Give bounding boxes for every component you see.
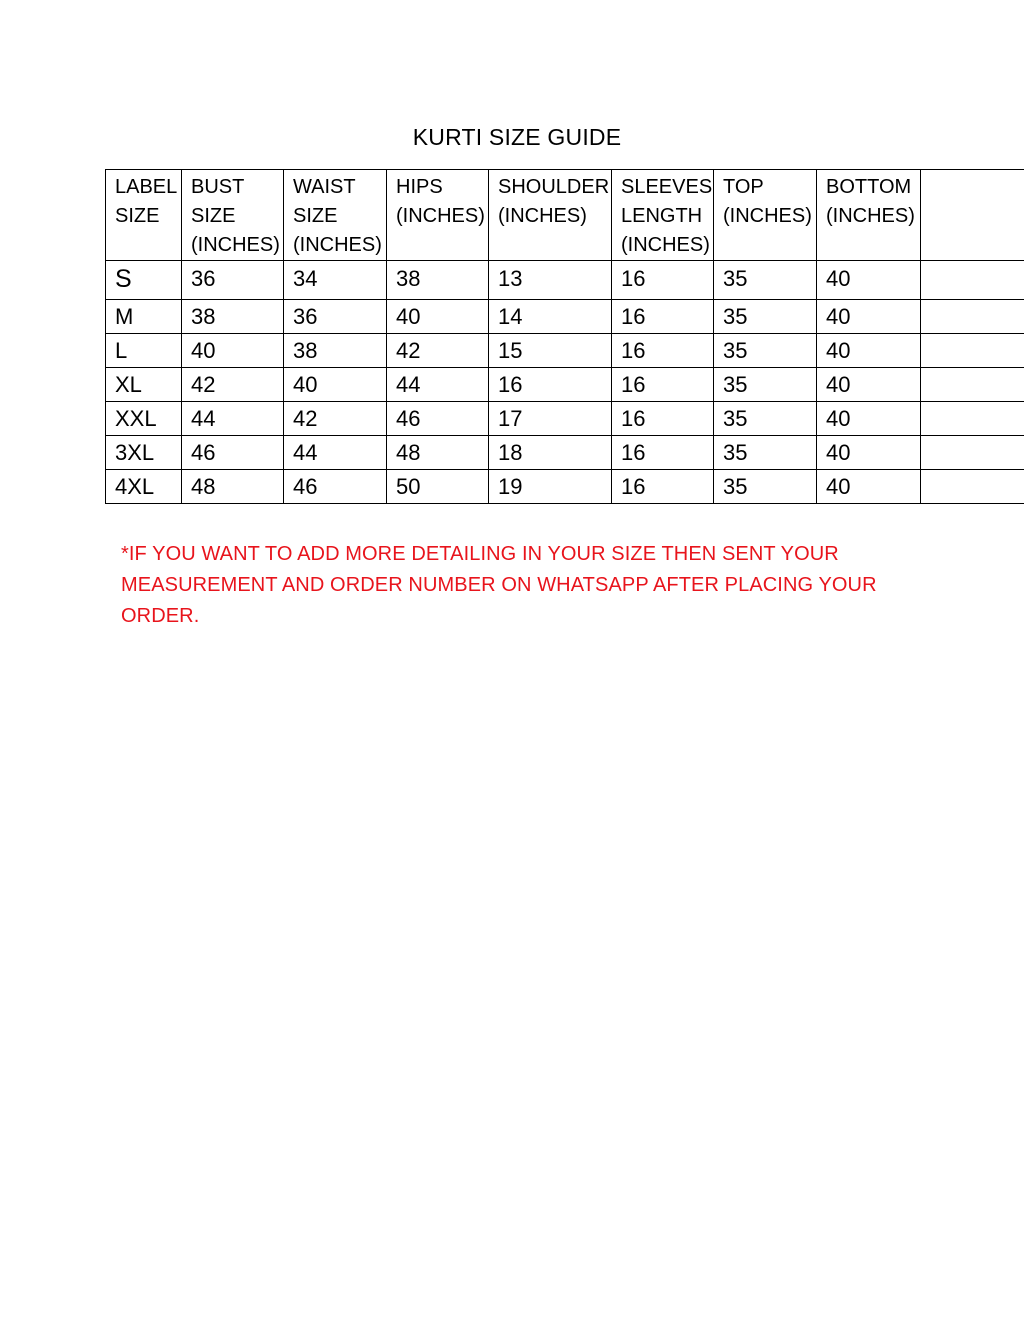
measurement-cell-extra — [921, 470, 1024, 504]
measurement-cell-top: 35 — [714, 368, 817, 402]
measurement-cell-bust-size: 42 — [182, 368, 284, 402]
measurement-cell-bust-size: 48 — [182, 470, 284, 504]
measurement-cell-top: 35 — [714, 402, 817, 436]
measurement-cell-top: 35 — [714, 436, 817, 470]
page-title: KURTI SIZE GUIDE — [412, 124, 622, 150]
header-line: (INCHES) — [396, 205, 485, 227]
table-row — [106, 368, 1024, 402]
header-line: SIZE — [293, 205, 338, 227]
size-label-cell: L — [106, 334, 182, 368]
table-row — [106, 261, 1024, 300]
measurement-cell-bottom: 40 — [817, 402, 921, 436]
header-line: SHOULDER — [498, 176, 610, 198]
column-header-bust-size — [182, 170, 284, 261]
measurement-cell-hips: 44 — [387, 368, 489, 402]
table-row — [106, 334, 1024, 368]
measurement-cell-sleeves-length: 16 — [612, 470, 714, 504]
header-line: BOTTOM — [826, 176, 912, 198]
column-header-label-size — [106, 170, 182, 261]
size-label-cell: XXL — [106, 402, 182, 436]
measurement-cell-sleeves-length: 16 — [612, 368, 714, 402]
measurement-cell-shoulder: 19 — [489, 470, 612, 504]
header-line: (INCHES) — [498, 205, 587, 227]
measurement-cell-sleeves-length: 16 — [612, 261, 714, 300]
measurement-cell-waist-size: 42 — [284, 402, 387, 436]
measurement-cell-shoulder: 17 — [489, 402, 612, 436]
column-header-shoulder — [489, 170, 612, 261]
table-body — [106, 261, 1024, 504]
header-line: (INCHES) — [723, 205, 812, 227]
header-line: (INCHES) — [293, 234, 382, 256]
size-label-cell: XL — [106, 368, 182, 402]
measurement-cell-bottom: 40 — [817, 261, 921, 300]
measurement-cell-extra — [921, 334, 1024, 368]
measurement-cell-waist-size: 34 — [284, 261, 387, 300]
size-chart-table — [105, 169, 1024, 504]
header-line: (INCHES) — [191, 234, 280, 256]
measurement-cell-top: 35 — [714, 334, 817, 368]
table-row — [106, 436, 1024, 470]
measurement-cell-bust-size: 36 — [182, 261, 284, 300]
measurement-cell-bottom: 40 — [817, 334, 921, 368]
measurement-cell-extra — [921, 436, 1024, 470]
measurement-cell-sleeves-length: 16 — [612, 436, 714, 470]
header-line: SIZE — [191, 205, 236, 227]
measurement-cell-bust-size: 40 — [182, 334, 284, 368]
header-line: HIPS — [396, 176, 443, 198]
measurement-cell-bottom: 40 — [817, 470, 921, 504]
header-line: BUST — [191, 176, 245, 198]
header-line: LABEL — [115, 176, 178, 198]
size-label-cell: M — [106, 300, 182, 334]
size-label-cell: S — [106, 261, 182, 300]
size-label-cell: 4XL — [106, 470, 182, 504]
header-line: WAIST — [293, 176, 356, 198]
measurement-cell-extra — [921, 300, 1024, 334]
table-row — [106, 402, 1024, 436]
note-line: *IF YOU WANT TO ADD MORE DETAILING IN YOUR SIZE THEN SENT YOUR — [121, 543, 839, 565]
measurement-cell-waist-size: 46 — [284, 470, 387, 504]
measurement-cell-bottom: 40 — [817, 368, 921, 402]
column-header-bottom — [817, 170, 921, 261]
measurement-cell-top: 35 — [714, 300, 817, 334]
measurement-cell-hips: 40 — [387, 300, 489, 334]
measurement-cell-waist-size: 40 — [284, 368, 387, 402]
note-line: ORDER. — [121, 605, 200, 627]
header-line: (INCHES) — [826, 205, 915, 227]
column-header-extra — [921, 170, 1024, 261]
measurement-cell-shoulder: 13 — [489, 261, 612, 300]
header-line: SIZE — [115, 205, 160, 227]
measurement-cell-shoulder: 15 — [489, 334, 612, 368]
measurement-cell-bust-size: 44 — [182, 402, 284, 436]
measurement-cell-waist-size: 44 — [284, 436, 387, 470]
measurement-cell-sleeves-length: 16 — [612, 402, 714, 436]
measurement-cell-hips: 50 — [387, 470, 489, 504]
measurement-cell-bust-size: 38 — [182, 300, 284, 334]
measurement-cell-bottom: 40 — [817, 436, 921, 470]
measurement-cell-hips: 46 — [387, 402, 489, 436]
measurement-cell-waist-size: 36 — [284, 300, 387, 334]
measurement-cell-waist-size: 38 — [284, 334, 387, 368]
table-row — [106, 470, 1024, 504]
measurement-cell-hips: 38 — [387, 261, 489, 300]
column-header-top — [714, 170, 817, 261]
measurement-cell-shoulder: 14 — [489, 300, 612, 334]
measurement-cell-shoulder: 18 — [489, 436, 612, 470]
whatsapp-note — [121, 539, 881, 632]
header-line: SLEEVES — [621, 176, 713, 198]
measurement-cell-hips: 48 — [387, 436, 489, 470]
measurement-cell-bottom: 40 — [817, 300, 921, 334]
column-header-waist-size — [284, 170, 387, 261]
measurement-cell-hips: 42 — [387, 334, 489, 368]
measurement-cell-extra — [921, 368, 1024, 402]
measurement-cell-sleeves-length: 16 — [612, 334, 714, 368]
measurement-cell-top: 35 — [714, 470, 817, 504]
note-line: MEASUREMENT AND ORDER NUMBER ON WHATSAPP AFTER PLACING YOUR — [121, 574, 877, 596]
table-header-row — [106, 170, 1024, 261]
column-header-sleeves-length — [612, 170, 714, 261]
header-line: LENGTH — [621, 205, 703, 227]
measurement-cell-extra — [921, 402, 1024, 436]
measurement-cell-shoulder: 16 — [489, 368, 612, 402]
size-label-cell: 3XL — [106, 436, 182, 470]
header-line: TOP — [723, 176, 764, 198]
measurement-cell-bust-size: 46 — [182, 436, 284, 470]
table-row — [106, 300, 1024, 334]
measurement-cell-top: 35 — [714, 261, 817, 300]
column-header-hips — [387, 170, 489, 261]
measurement-cell-sleeves-length: 16 — [612, 300, 714, 334]
measurement-cell-extra — [921, 261, 1024, 300]
header-line: (INCHES) — [621, 234, 710, 256]
